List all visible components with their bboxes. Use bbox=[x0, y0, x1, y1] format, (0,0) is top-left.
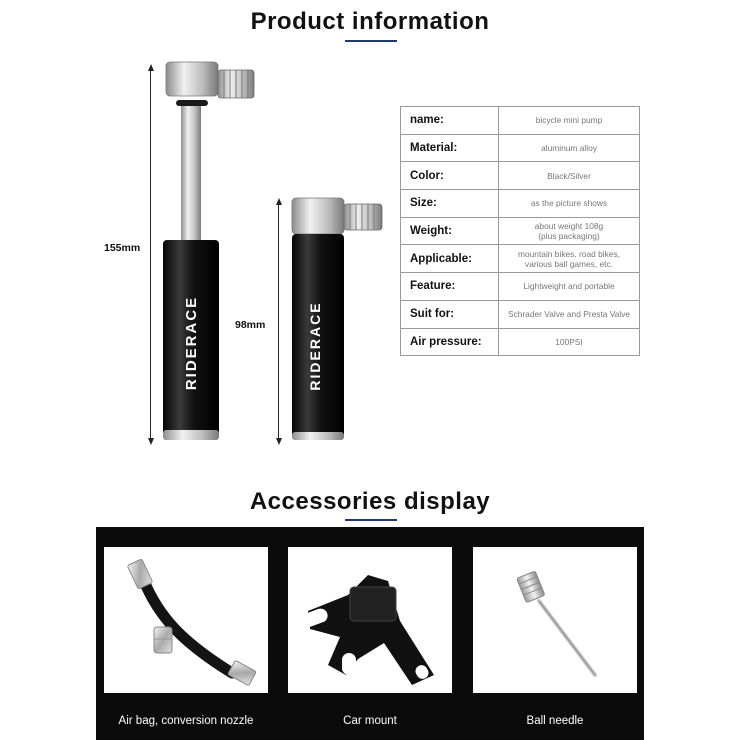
spec-key: name: bbox=[401, 107, 499, 135]
spec-row bbox=[401, 273, 640, 301]
spec-value: aluminum alloy bbox=[499, 134, 640, 162]
accessory-caption-hose: Air bag, conversion nozzle bbox=[118, 715, 254, 727]
large-pump-brand-mark: RIDERACE bbox=[183, 295, 200, 391]
spec-value bbox=[499, 245, 640, 273]
spec-row bbox=[401, 162, 640, 190]
accessories-title: Accessories display bbox=[249, 488, 491, 515]
accessory-caption-car-mount: Car mount bbox=[343, 715, 397, 727]
spec-row bbox=[401, 300, 640, 328]
spec-row bbox=[401, 134, 640, 162]
accessory-card-ball-needle bbox=[473, 547, 637, 693]
spec-value-line: mountain bikes, road bikes, bbox=[518, 248, 620, 259]
large-pump-image bbox=[160, 58, 260, 458]
spec-value: bicycle mini pump bbox=[499, 107, 640, 135]
small-pump-image bbox=[288, 196, 388, 458]
accessories-title-underline bbox=[345, 519, 397, 521]
spec-key: Air pressure: bbox=[401, 328, 499, 356]
spec-value-line: various ball games, etc. bbox=[525, 258, 613, 269]
spec-key: Color: bbox=[401, 162, 499, 190]
hose-and-nozzle-image bbox=[104, 547, 268, 693]
spec-key: Material: bbox=[401, 134, 499, 162]
spec-value: 100PSI bbox=[499, 328, 640, 356]
spec-key: Feature: bbox=[401, 273, 499, 301]
spec-row bbox=[401, 328, 640, 356]
ball-needle-image bbox=[473, 547, 637, 693]
spec-key: Suit for: bbox=[401, 300, 499, 328]
product-info-title: Product information bbox=[250, 8, 490, 35]
spec-value-line: (plus packaging) bbox=[538, 231, 600, 242]
spec-value-line: about weight 108g bbox=[534, 221, 604, 232]
dimension-98-label: 98mm bbox=[235, 319, 266, 331]
spec-key: Applicable: bbox=[401, 245, 499, 273]
accessory-card-hose bbox=[104, 547, 268, 693]
spec-value bbox=[499, 217, 640, 245]
car-mount-image bbox=[288, 547, 452, 693]
dimension-155-label: 155mm bbox=[104, 242, 141, 254]
spec-table bbox=[400, 106, 640, 356]
spec-row bbox=[401, 245, 640, 273]
product-info-title-underline bbox=[345, 40, 397, 42]
spec-value: Schrader Valve and Presta Valve bbox=[499, 300, 640, 328]
accessories-panel bbox=[96, 527, 644, 740]
spec-key: Weight: bbox=[401, 217, 499, 245]
spec-value: Lightweight and portable bbox=[499, 273, 640, 301]
spec-value: as the picture shows bbox=[499, 190, 640, 218]
spec-row bbox=[401, 107, 640, 135]
spec-row bbox=[401, 190, 640, 218]
accessory-caption-ball-needle: Ball needle bbox=[526, 715, 584, 727]
spec-row bbox=[401, 217, 640, 245]
spec-value: Black/Silver bbox=[499, 162, 640, 190]
small-pump-brand-mark: RIDERACE bbox=[307, 301, 323, 391]
accessory-card-car-mount bbox=[288, 547, 452, 693]
spec-key: Size: bbox=[401, 190, 499, 218]
